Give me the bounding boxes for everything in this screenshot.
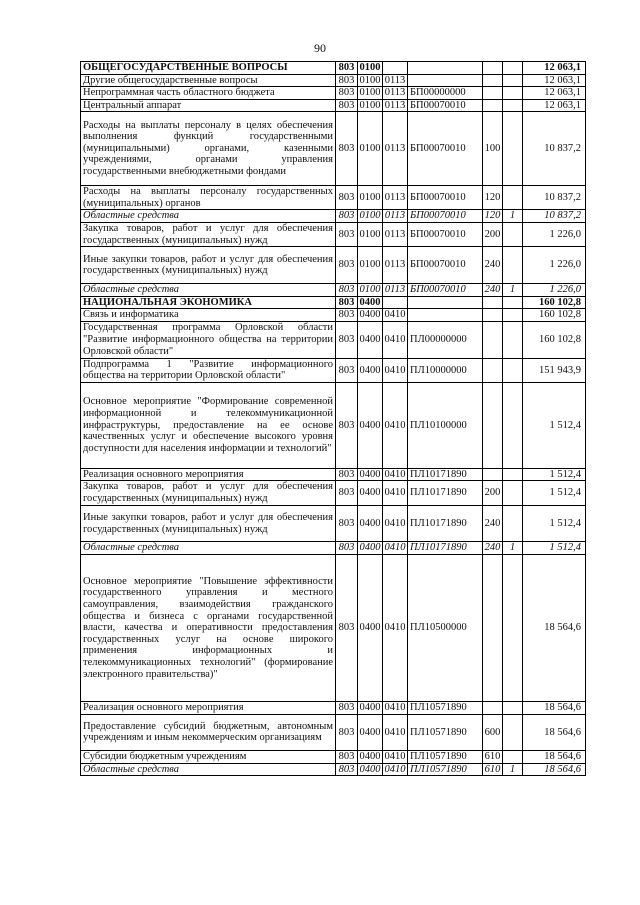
source-code — [503, 74, 523, 87]
expense-type-code: 200 — [483, 222, 503, 246]
ministry-code: 803 — [336, 74, 358, 87]
expense-type-code — [483, 468, 503, 481]
target-article-code: ПЛ10171890 — [408, 505, 483, 542]
amount: 160 102,8 — [523, 321, 586, 358]
section-code: 0100 — [358, 185, 383, 209]
table-row — [81, 247, 586, 284]
table-row — [81, 74, 586, 87]
source-code — [503, 296, 523, 309]
target-article-code: БП00070010 — [408, 210, 483, 223]
subsection-code: 0113 — [383, 87, 408, 100]
expense-type-code — [483, 62, 503, 75]
target-article-code: ПЛ10100000 — [408, 383, 483, 469]
table-row — [81, 321, 586, 358]
expense-type-code: 240 — [483, 505, 503, 542]
target-article-code: ПЛ00000000 — [408, 321, 483, 358]
ministry-code: 803 — [336, 247, 358, 284]
table-row — [81, 468, 586, 481]
source-code — [503, 321, 523, 358]
expense-type-code: 120 — [483, 185, 503, 209]
ministry-code: 803 — [336, 99, 358, 112]
section-code: 0400 — [359, 309, 381, 321]
ministry-code: 803 — [336, 358, 358, 382]
target-article-code: ПЛ10571890 — [408, 714, 483, 751]
table-row — [81, 555, 586, 702]
source-code — [503, 701, 523, 714]
expense-type-code — [483, 87, 503, 100]
row-name: Основное мероприятие "Формирование современной информационной и телекоммуникационной инфраструктуры, предоставление на ее основе качественных услуг и обеспечение высокого уровня доступности для населения информации и технологий" — [81, 383, 336, 469]
source-code — [503, 358, 523, 382]
target-article-code: БП00070010 — [408, 112, 483, 185]
table-row — [81, 481, 586, 505]
amount: 12 063,1 — [523, 62, 586, 75]
subsection-code: 0113 — [383, 222, 408, 246]
amount: 160 102,8 — [523, 296, 586, 309]
target-article-code: БП00070010 — [408, 99, 483, 112]
expense-type-code — [483, 74, 503, 87]
amount: 10 837,2 — [523, 210, 586, 223]
ministry-code: 803 — [336, 701, 358, 714]
source-code: 1 — [503, 542, 523, 555]
table-row — [81, 505, 586, 542]
ministry-code: 803 — [336, 87, 358, 100]
row-name: Другие общегосударственные вопросы — [81, 74, 336, 87]
section-code: 0100 — [358, 247, 383, 284]
table-row — [81, 62, 586, 75]
amount: 151 943,9 — [523, 358, 586, 382]
target-article-code: БП00070010 — [408, 247, 483, 284]
amount: 1 512,4 — [523, 383, 586, 469]
source-code — [503, 383, 523, 469]
row-name: Реализация основного мероприятия — [81, 701, 336, 714]
ministry-code: 803 — [336, 284, 358, 297]
ministry-code: 803 — [336, 62, 358, 75]
target-article-code — [408, 296, 483, 309]
subsection-code: 0410 — [383, 555, 408, 702]
row-name: Областные средства — [81, 542, 336, 555]
section-code: 0100 — [359, 87, 381, 99]
amount: 18 564,6 — [523, 763, 586, 776]
section-code: 0400 — [358, 481, 383, 505]
section-code: 0400 — [359, 542, 381, 554]
subsection-code: 0410 — [383, 383, 408, 469]
ministry-code: 803 — [336, 112, 358, 185]
expense-type-code — [483, 309, 503, 322]
ministry-code: 803 — [336, 505, 358, 542]
table-row — [81, 763, 586, 776]
expense-type-code: 610 — [483, 763, 503, 776]
subsection-code: 0113 — [383, 74, 408, 87]
amount: 18 564,6 — [523, 555, 586, 702]
section-code: 0100 — [359, 74, 381, 86]
subsection-code: 0410 — [383, 321, 408, 358]
amount: 18 564,6 — [523, 751, 586, 764]
table-row — [81, 185, 586, 209]
amount: 12 063,1 — [523, 74, 586, 87]
section-code: 0400 — [358, 383, 383, 469]
source-code — [503, 99, 523, 112]
expense-type-code: 240 — [483, 247, 503, 284]
table-row — [81, 87, 586, 100]
ministry-code: 803 — [336, 714, 358, 751]
budget-table — [80, 61, 586, 776]
source-code — [503, 714, 523, 751]
row-name: Подпрограмма 1 "Развитие информационного общества на территории Орловской области" — [81, 358, 336, 382]
section-code: 0100 — [359, 210, 381, 222]
subsection-code: 0410 — [383, 481, 408, 505]
ministry-code: 803 — [336, 763, 358, 776]
table-row — [81, 99, 586, 112]
subsection-code: 0410 — [383, 714, 408, 751]
section-code: 0400 — [358, 555, 383, 702]
section-code: 0400 — [358, 358, 383, 382]
subsection-code: 0113 — [383, 99, 408, 112]
ministry-code: 803 — [336, 481, 358, 505]
source-code — [503, 555, 523, 702]
source-code — [503, 222, 523, 246]
subsection-code: 0113 — [383, 112, 408, 185]
amount: 12 063,1 — [523, 87, 586, 100]
subsection-code: 0410 — [384, 763, 406, 775]
section-code: 0100 — [359, 62, 381, 73]
row-name: Государственная программа Орловской области "Развитие информационного общества на территории Орловской области" — [81, 321, 336, 358]
ministry-code: 803 — [336, 383, 358, 469]
row-name: Областные средства — [81, 763, 336, 776]
table-row — [81, 701, 586, 714]
section-code: 0100 — [358, 222, 383, 246]
source-code — [503, 468, 523, 481]
expense-type-code — [483, 383, 503, 469]
section-code: 0100 — [359, 99, 381, 111]
source-code — [503, 87, 523, 100]
expense-type-code: 240 — [483, 542, 503, 555]
row-name: Иные закупки товаров, работ и услуг для обеспечения государственных (муниципальных) нужд — [81, 505, 336, 542]
table-row — [81, 542, 586, 555]
expense-type-code: 600 — [483, 714, 503, 751]
section-code: 0400 — [358, 714, 383, 751]
ministry-code: 803 — [336, 185, 358, 209]
source-code: 1 — [503, 763, 523, 776]
amount: 160 102,8 — [523, 309, 586, 322]
source-code — [503, 112, 523, 185]
expense-type-code: 610 — [483, 751, 503, 764]
expense-type-code: 120 — [483, 210, 503, 223]
section-code: 0400 — [359, 296, 381, 308]
row-name: Реализация основного мероприятия — [81, 468, 336, 481]
target-article-code: БП00070010 — [408, 222, 483, 246]
row-name: Центральный аппарат — [81, 99, 336, 112]
amount: 1 512,4 — [523, 481, 586, 505]
section-code: 0100 — [359, 284, 381, 296]
target-article-code — [408, 309, 483, 322]
section-code: 0400 — [359, 751, 381, 763]
section-code: 0400 — [359, 763, 381, 775]
target-article-code: ПЛ10171890 — [408, 468, 483, 481]
row-name: НАЦИОНАЛЬНАЯ ЭКОНОМИКА — [81, 296, 336, 309]
ministry-code: 803 — [336, 210, 358, 223]
row-name: Расходы на выплаты персоналу государственных (муниципальных) органов — [81, 185, 336, 209]
ministry-code: 803 — [336, 555, 358, 702]
section-code: 0400 — [359, 701, 381, 713]
expense-type-code — [483, 358, 503, 382]
subsection-code: 0113 — [383, 284, 408, 297]
row-name: ОБЩЕГОСУДАРСТВЕННЫЕ ВОПРОСЫ — [81, 62, 336, 75]
subsection-code: 0410 — [383, 505, 408, 542]
target-article-code — [408, 62, 483, 75]
amount: 10 837,2 — [523, 112, 586, 185]
table-row — [81, 714, 586, 751]
target-article-code: ПЛ10571890 — [408, 763, 483, 776]
subsection-code — [383, 62, 408, 75]
ministry-code: 803 — [336, 542, 358, 555]
expense-type-code — [483, 296, 503, 309]
expense-type-code — [483, 555, 503, 702]
subsection-code: 0410 — [384, 468, 406, 480]
source-code — [503, 247, 523, 284]
expense-type-code: 100 — [483, 112, 503, 185]
budget-table-body — [81, 62, 586, 776]
amount: 1 226,0 — [523, 222, 586, 246]
source-code — [503, 751, 523, 764]
target-article-code: ПЛ10571890 — [408, 701, 483, 714]
row-name: Субсидии бюджетным учреждениям — [81, 751, 336, 764]
section-code: 0400 — [359, 468, 381, 480]
target-article-code: ПЛ10571890 — [408, 751, 483, 764]
ministry-code: 803 — [336, 468, 358, 481]
source-code — [503, 185, 523, 209]
table-row — [81, 210, 586, 223]
amount: 1 226,0 — [523, 247, 586, 284]
row-name: Расходы на выплаты персоналу в целях обеспечения выполнения функций государственными (муниципальными) органами, казенными учреждениями, органами управления государственными внебюджетными фондами — [81, 112, 336, 185]
subsection-code: 0113 — [383, 185, 408, 209]
subsection-code: 0410 — [383, 358, 408, 382]
target-article-code: БП00000000 — [408, 87, 483, 100]
table-row — [81, 112, 586, 185]
expense-type-code: 200 — [483, 481, 503, 505]
row-name: Закупка товаров, работ и услуг для обеспечения государственных (муниципальных) нужд — [81, 481, 336, 505]
source-code: 1 — [503, 210, 523, 223]
expense-type-code: 240 — [483, 284, 503, 297]
section-code: 0100 — [358, 112, 383, 185]
section-code: 0400 — [358, 321, 383, 358]
source-code — [503, 62, 523, 75]
row-name: Областные средства — [81, 210, 336, 223]
row-name: Непрограммная часть областного бюджета — [81, 87, 336, 100]
ministry-code: 803 — [336, 751, 358, 764]
ministry-code: 803 — [336, 296, 358, 309]
table-row — [81, 751, 586, 764]
expense-type-code — [483, 701, 503, 714]
table-row — [81, 309, 586, 322]
target-article-code: ПЛ10000000 — [408, 358, 483, 382]
amount: 12 063,1 — [523, 99, 586, 112]
ministry-code: 803 — [336, 222, 358, 246]
row-name: Закупка товаров, работ и услуг для обеспечения государственных (муниципальных) нужд — [81, 222, 336, 246]
row-name: Предоставление субсидий бюджетным, автономным учреждениям и иным некоммерческим организациям — [81, 714, 336, 751]
source-code — [503, 505, 523, 542]
target-article-code: ПЛ10171890 — [408, 481, 483, 505]
subsection-code: 0113 — [383, 247, 408, 284]
source-code: 1 — [503, 284, 523, 297]
table-row — [81, 383, 586, 469]
ministry-code: 803 — [336, 309, 358, 322]
source-code — [503, 309, 523, 322]
expense-type-code — [483, 321, 503, 358]
source-code — [503, 481, 523, 505]
row-name: Иные закупки товаров, работ и услуг для обеспечения государственных (муниципальных) нужд — [81, 247, 336, 284]
amount: 1 512,4 — [523, 505, 586, 542]
target-article-code: БП00070010 — [408, 185, 483, 209]
table-row — [81, 296, 586, 309]
subsection-code — [383, 296, 408, 309]
page-number: 90 — [314, 41, 326, 55]
target-article-code: ПЛ10500000 — [408, 555, 483, 702]
amount: 1 512,4 — [523, 542, 586, 555]
subsection-code: 0410 — [384, 542, 406, 554]
table-row — [81, 222, 586, 246]
subsection-code: 0410 — [384, 751, 406, 763]
amount: 10 837,2 — [523, 185, 586, 209]
expense-type-code — [483, 99, 503, 112]
target-article-code — [408, 74, 483, 87]
amount: 18 564,6 — [523, 714, 586, 751]
table-row — [81, 284, 586, 297]
amount: 1 512,4 — [523, 468, 586, 481]
ministry-code: 803 — [336, 321, 358, 358]
amount: 1 226,0 — [523, 284, 586, 297]
table-row — [81, 358, 586, 382]
target-article-code: ПЛ10171890 — [408, 542, 483, 555]
subsection-code: 0410 — [384, 309, 406, 321]
subsection-code: 0113 — [383, 210, 408, 223]
row-name: Областные средства — [81, 284, 336, 297]
target-article-code: БП00070010 — [408, 284, 483, 297]
row-name: Основное мероприятие "Повышение эффективности государственного управления и местного самоуправления, взаимодействия гражданского общества и бизнеса с органами государственной власти, качества и оперативности предоставления государственных услуг на основе широкого применения информационных и телекоммуникационных технологий" (формирование электронного правительства)" — [81, 555, 336, 702]
row-name: Связь и информатика — [81, 309, 336, 322]
subsection-code: 0410 — [384, 701, 406, 713]
section-code: 0400 — [358, 505, 383, 542]
amount: 18 564,6 — [523, 701, 586, 714]
